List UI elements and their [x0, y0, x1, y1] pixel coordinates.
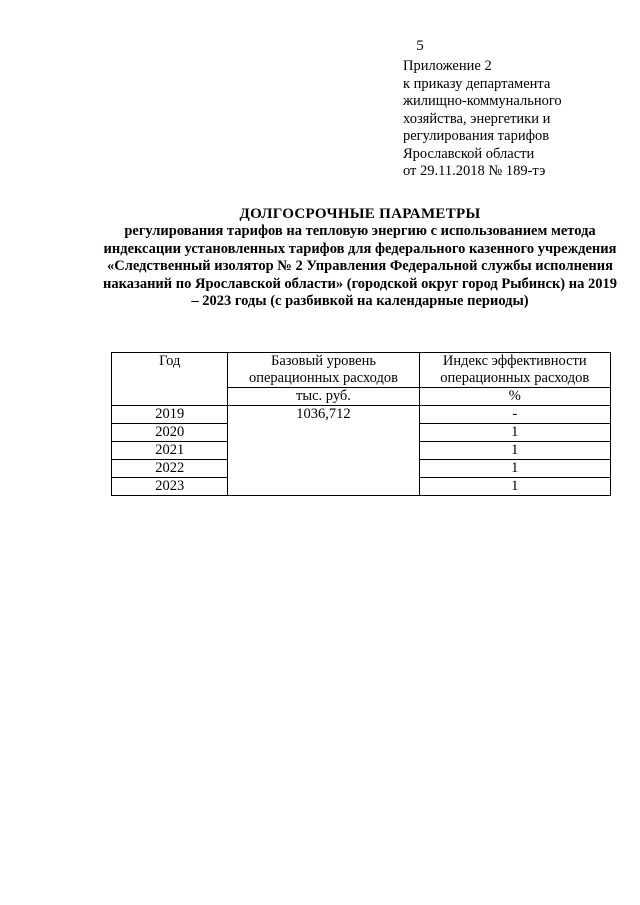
- annex-line: жилищно-коммунального: [403, 93, 562, 109]
- document-title: ДОЛГОСРОЧНЫЕ ПАРАМЕТРЫ: [239, 206, 481, 222]
- document-heading: [100, 205, 620, 311]
- year-cell: 2019: [112, 406, 228, 424]
- annex-line: регулирования тарифов: [403, 128, 550, 144]
- header-base-level: Базовый уровень операционных расходов: [228, 353, 419, 388]
- annex-line: к приказу департамента: [403, 75, 551, 92]
- annex-line: хозяйства, энергетики и: [403, 110, 551, 127]
- year-cell: 2020: [112, 424, 228, 442]
- table-row: [112, 406, 611, 424]
- table-header-row: [112, 353, 611, 388]
- index-cell: 1: [419, 460, 611, 478]
- index-cell: 1: [419, 478, 611, 496]
- unit-base: тыс. руб.: [228, 388, 419, 406]
- annex-line: от 29.11.2018 № 189-тэ: [403, 163, 546, 179]
- annex-line: Ярославской области: [403, 145, 535, 162]
- index-cell: 1: [419, 424, 611, 442]
- page-number: 5: [416, 38, 424, 54]
- year-cell: 2022: [112, 460, 228, 478]
- year-cell: 2021: [112, 442, 228, 460]
- parameters-table: [111, 352, 611, 496]
- index-cell: -: [419, 406, 611, 424]
- annex-line: Приложение 2: [403, 58, 492, 74]
- header-efficiency-index: Индекс эффективности операционных расходов: [419, 353, 611, 388]
- document-subtitle: регулирования тарифов на тепловую энергию с использованием метода индексации установленных тарифов для федерального казенного учреждения «Следственный изолятор № 2 Управления Федеральной службы исполнения наказаний по Ярославской области» (городской округ город Рыбинск) на 2019 – 2023 годы (с разбивкой на календарные периоды): [103, 223, 617, 309]
- year-cell: 2023: [112, 478, 228, 496]
- annex-block: [403, 58, 623, 181]
- unit-index: %: [419, 388, 611, 406]
- header-year: Год: [112, 353, 228, 406]
- index-cell: 1: [419, 442, 611, 460]
- base-value-cell: 1036,712: [228, 406, 419, 496]
